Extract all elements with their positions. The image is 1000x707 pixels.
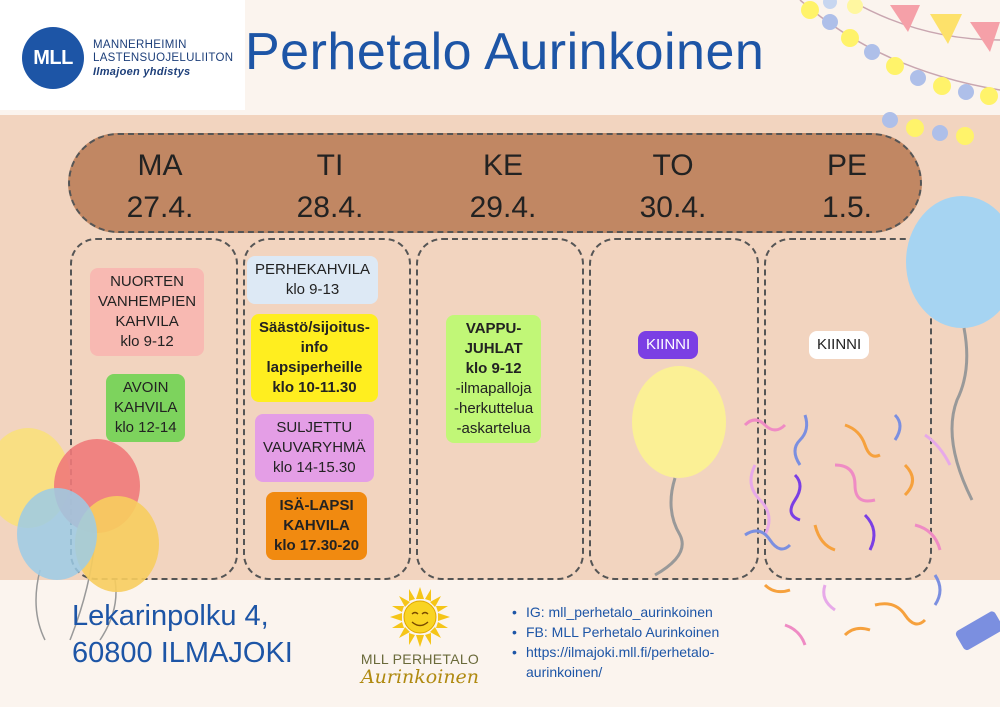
event-avoin-kahvila xyxy=(106,374,185,442)
day-date: 30.4. xyxy=(639,191,707,224)
event-line: SULJETTU xyxy=(276,419,353,436)
day-date: 27.4. xyxy=(126,191,194,224)
day-date: 28.4. xyxy=(296,191,364,224)
event-line: JUHLAT xyxy=(464,340,523,357)
address xyxy=(72,598,293,672)
event-line: KAHVILA xyxy=(115,313,179,330)
event-line: Säästö/sijoitus- xyxy=(259,319,370,336)
logo-text-line1: MANNERHEIMIN xyxy=(93,39,187,51)
logo-text-line2: LASTENSUOJELULIITON xyxy=(93,52,234,64)
bunting-decoration xyxy=(790,0,1000,150)
event-line: NUORTEN xyxy=(110,273,184,290)
day-header-ke xyxy=(428,145,578,229)
event-line: -askartelua xyxy=(456,420,531,437)
day-date: 1.5. xyxy=(821,191,873,224)
event-line: info xyxy=(300,339,329,356)
day-name: MA xyxy=(137,149,183,182)
event-perhekahvila xyxy=(247,256,378,304)
event-line: klo 10-11.30 xyxy=(272,379,357,396)
event-line: klo 9-12 xyxy=(465,360,522,377)
day-name: PE xyxy=(826,149,868,182)
day-name: KE xyxy=(482,149,524,182)
logo-area xyxy=(0,0,245,110)
day-header-ma xyxy=(85,145,235,229)
brand-name-line2: Aurinkoinen xyxy=(360,666,480,688)
event-suljettu-vauvaryhma xyxy=(255,414,374,482)
brand-name-line1: MLL PERHETALO xyxy=(360,651,480,667)
mll-logo-icon: MLL xyxy=(22,27,84,89)
event-line: KAHVILA xyxy=(283,517,350,534)
event-saasto-sijoitus-info xyxy=(251,314,378,402)
event-line: ISÄ-LAPSI xyxy=(279,497,354,514)
event-pe-kiinni: KIINNI xyxy=(809,331,869,359)
confetti-decoration xyxy=(725,405,1000,655)
logo-text-line3: Ilmajoen yhdistys xyxy=(93,66,191,78)
event-line: klo 14-15.30 xyxy=(272,459,356,476)
yellow-balloon-decoration xyxy=(625,370,735,580)
event-line: klo 9-13 xyxy=(285,281,340,298)
event-line: VANHEMPIEN xyxy=(98,293,197,310)
day-header-ti xyxy=(255,145,405,229)
address-line1: Lekarinpolku 4, xyxy=(72,600,269,632)
day-date: 29.4. xyxy=(469,191,537,224)
day-header-band xyxy=(68,133,922,233)
event-line: VAPPU- xyxy=(465,320,522,337)
contact-links xyxy=(512,602,719,682)
facebook-link[interactable]: • FB: MLL Perhetalo Aurinkoinen xyxy=(512,622,719,642)
event-to-kiinni: KIINNI xyxy=(638,331,698,359)
event-line: VAUVARYHMÄ xyxy=(263,439,366,456)
event-line: AVOIN xyxy=(122,379,169,396)
event-line: klo 12-14 xyxy=(114,419,177,436)
address-line2: 60800 ILMAJOKI xyxy=(72,637,293,669)
day-header-pe xyxy=(772,145,922,229)
instagram-link[interactable]: • IG: mll_perhetalo_aurinkoinen xyxy=(512,602,719,622)
website-link[interactable]: • https://ilmajoki.mll.fi/perhetalo- xyxy=(512,642,719,662)
day-name: TO xyxy=(652,149,694,182)
event-line: klo 9-12 xyxy=(120,333,174,350)
day-header-to xyxy=(598,145,748,229)
event-isa-lapsi-kahvila xyxy=(266,492,367,560)
page-title: Perhetalo Aurinkoinen xyxy=(245,23,765,81)
event-line: klo 17.30-20 xyxy=(274,537,360,554)
event-line: PERHEKAHVILA xyxy=(255,261,371,278)
event-line: -herkuttelua xyxy=(454,400,534,417)
event-vappujuhlat xyxy=(446,315,541,443)
event-line: lapsiperheille xyxy=(266,359,363,376)
day-name: TI xyxy=(316,149,344,182)
event-line: KAHVILA xyxy=(114,399,178,416)
event-line: -ilmapalloja xyxy=(455,380,532,397)
website-link-continuation[interactable]: aurinkoinen/ xyxy=(526,664,603,680)
event-nuorten-vanhempien-kahvila xyxy=(90,268,204,356)
